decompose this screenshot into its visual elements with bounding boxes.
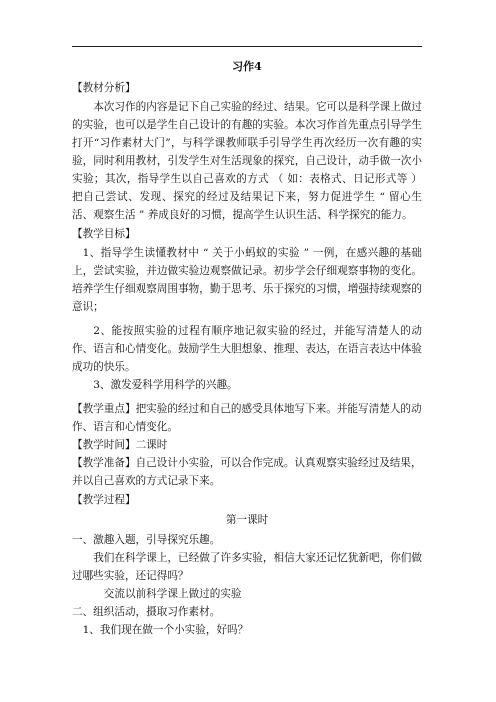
step-one-text: 我们在科学课上，已经做了许多实验，相信大家还记忆犹新吧，你们做过哪些实验，还记得吗？ (72, 551, 422, 582)
header-rule (72, 46, 422, 47)
time-heading: 【教学时间】 (72, 438, 136, 451)
goals-heading: 【教学目标】 (72, 227, 136, 240)
prep-text: 自己设计小实验，可以合作完成。认真观察实验经过及结果，并以自己喜欢的方式记录下来。 (72, 456, 422, 487)
key-point-line (72, 400, 422, 436)
analysis-heading: 【教材分析】 (72, 81, 136, 94)
prep-heading: 【教学准备】 (72, 456, 136, 469)
lesson-one-heading: 第一课时 (225, 513, 269, 526)
document-title: 习作4 (232, 60, 262, 73)
prep-line (72, 454, 422, 490)
document-content (72, 58, 422, 639)
step-two-item-1: 1、我们现在做一个小实验，好吗？ (82, 623, 249, 636)
goal-item-1: 1、指导学生读懂教材中 “ 关于小蚂蚁的实验 ” 一例，在感兴趣的基础上，尝试实验，并边做实验边观察做记录。初步学会仔细观察事物的变化。培养学生仔细观察周围事物，勤于思考、乐于探究的习惯，增强持续观察的意识； (72, 246, 422, 313)
step-one-sub: 交流以前科学课上做过的实验 (103, 587, 242, 600)
time-text: 二课时 (135, 438, 168, 451)
process-heading: 【教学过程】 (72, 493, 136, 506)
analysis-paragraph: 本次习作的内容是记下自己实验的经过、结果。它可以是科学课上做过的实验，也可以是学生自己设计的有趣的实验。本次习作首先重点引导学生打开“习作素材大门”，与科学课教师联手引导学生再次经历一次有趣的实验，同时利用教材，引发学生对生活现象的探究，自己设计，动手做一次小实验；其次，指导学生以自己喜欢的方式 （ 如：表格式、日记形式等 ） 把自己尝试、发现、探究的经过及结果记下来，努力促进学生 “ 留心生活、观察生活 ” 养成良好的习惯，提高学生认识生活、科学探究的能力。 (72, 100, 422, 221)
key-heading: 【教学重点】 (72, 402, 136, 415)
step-two: 二、组织活动，摄取习作素材。 (72, 605, 221, 618)
step-one: 一、激趣入题，引导探究乐趣。 (72, 533, 221, 546)
time-line (72, 436, 422, 454)
key-text: 把实验的经过和自己的感受具体地写下来。并能写清楚人的动作、语言和心情变化。 (72, 402, 422, 433)
goal-item-3: 3、激发爱科学用科学的兴趣。 (93, 378, 238, 391)
goal-item-2: 2、能按照实验的过程有顺序地记叙实验的经过，并能写清楚人的动作、语言和心情变化。鼓励学生大胆想象、推理、表达，在语言表达中体验成功的快乐。 (72, 324, 422, 373)
